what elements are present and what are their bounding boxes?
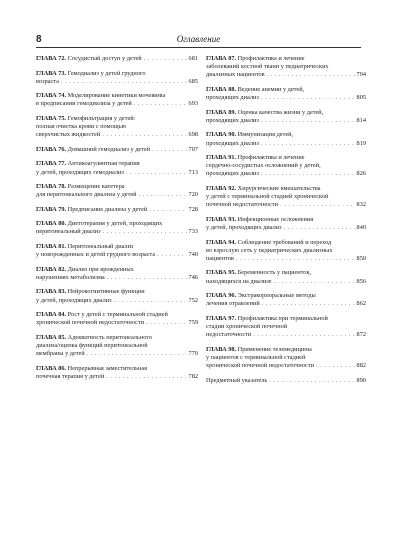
- toc-entry-title-end: [206, 331, 251, 339]
- page-ref: 720: [188, 191, 198, 199]
- page-ref: 693: [188, 100, 198, 108]
- chapter-number: ГЛАВА 90.: [206, 131, 237, 139]
- toc-entry-last-line: [36, 373, 198, 381]
- page-ref: 740: [188, 251, 198, 259]
- toc-entry-title-text: Предметный указатель: [206, 376, 268, 384]
- page-ref: 759: [188, 319, 198, 327]
- toc-entry-title-text: Ведение анемии у детей,: [237, 85, 305, 93]
- toc-entry-title-text: Рост у детей с терминальной стадией: [67, 311, 168, 319]
- toc-entry-title-end: [36, 228, 101, 236]
- chapter-number: ГЛАВА 95.: [206, 269, 237, 277]
- toc-entry-title-text: почечная терапия у детей: [36, 372, 105, 380]
- toc-entry[interactable]: [36, 220, 198, 236]
- toc-entry-last-line: [36, 206, 198, 214]
- toc-entry-title-end: [36, 251, 155, 259]
- chapter-number: ГЛАВА 74.: [36, 92, 67, 100]
- toc-entry-title-text: диализных пациентов: [206, 71, 265, 79]
- dot-leader: [261, 117, 355, 125]
- toc-entry-title-text: проходящих диализ: [206, 116, 259, 124]
- toc-entry-last-line: [206, 201, 366, 209]
- toc-entry-title-text: Непрерывная заместительная: [67, 364, 148, 372]
- toc-entry-title-line: [206, 193, 366, 201]
- toc-entry-last-line: [206, 255, 366, 263]
- toc-entry-last-line: [206, 362, 366, 370]
- chapter-number: ГЛАВА 75.: [36, 114, 67, 122]
- page-ref: 840: [356, 224, 366, 232]
- toc-entry-last-line: [206, 140, 366, 148]
- toc-entry-last-line: [36, 191, 198, 199]
- toc-entry-title-end: [36, 55, 142, 63]
- chapter-number: ГЛАВА 72.: [36, 55, 67, 62]
- dot-leader: [139, 191, 187, 199]
- toc-entry-title-line: [36, 365, 198, 373]
- toc-entry[interactable]: [36, 365, 198, 381]
- toc-entry-title-line: [36, 243, 198, 251]
- toc-entry-title-text: лечения отравлений: [206, 300, 260, 308]
- toc-entry-title-text: Иммунизация детей,: [237, 131, 294, 139]
- chapter-number: ГЛАВА 87.: [206, 55, 237, 62]
- toc-entry-title-text: у новорожденных и детей грудного возраста: [36, 251, 156, 259]
- toc-entry-title-text: во взрослую сеть у педиатрических диализных: [206, 246, 333, 254]
- toc-entry-title-text: Гемофильтрация у детей:: [67, 114, 136, 122]
- toc-entry-last-line: [206, 170, 366, 178]
- chapter-number: ГЛАВА 92.: [206, 184, 237, 192]
- toc-entry-title-text: Адекватность перитонеального: [67, 333, 152, 341]
- page-ref: 872: [356, 331, 366, 339]
- toc-entry-title-line: [206, 162, 366, 170]
- page-ref: 850: [356, 254, 366, 262]
- toc-entry-title-end: [206, 255, 234, 263]
- toc-entry-title-end: [206, 300, 260, 308]
- dot-leader: [114, 297, 187, 305]
- dot-leader: [103, 228, 187, 236]
- chapter-number: ГЛАВА 80.: [36, 220, 67, 228]
- dot-leader: [261, 94, 355, 102]
- chapter-number: ГЛАВА 79.: [36, 205, 67, 213]
- toc-entry-last-line: [206, 278, 366, 286]
- dot-leader: [87, 350, 187, 358]
- toc-entry-title-line: [206, 292, 366, 300]
- page-ref: 746: [188, 273, 198, 281]
- toc-entry-last-line: [36, 319, 198, 327]
- dot-leader: [261, 140, 355, 148]
- toc-entry-title-text: проходящих диализ: [206, 170, 259, 178]
- toc-entry-title-text: Нейрокогнитивные функции: [67, 288, 145, 296]
- toc-entry-title-text: для перитонеального диализа у детей: [36, 191, 137, 199]
- toc-entry-last-line: [206, 331, 366, 339]
- toc-entry-title-text: у детей, проходящих гемодиализ: [36, 168, 124, 176]
- page-ref: 681: [188, 55, 198, 62]
- toc-entry[interactable]: [36, 55, 198, 63]
- toc-entry[interactable]: [206, 239, 366, 264]
- toc-entry-title-line: [36, 220, 198, 228]
- toc-entry-title-text: сверхчистых жидкостей: [36, 131, 101, 139]
- page-ref: 707: [188, 145, 198, 153]
- toc-entry-title-line: [206, 346, 366, 354]
- page-ref: 733: [188, 228, 198, 236]
- toc-entry-title-text: нарушениях метаболизма: [36, 273, 105, 281]
- toc-entry-title-line: [206, 315, 366, 323]
- dot-leader: [280, 201, 354, 209]
- toc-entry-title-text: недостаточности: [206, 331, 252, 339]
- dot-leader: [284, 224, 355, 232]
- toc-entry-title-end: [206, 377, 267, 385]
- toc-entry-title-text: Моделирование кинетики мочевины: [67, 92, 166, 100]
- toc-entry[interactable]: [36, 70, 198, 86]
- toc-entry-last-line: [206, 117, 366, 125]
- chapter-number: ГЛАВА 86.: [36, 364, 67, 372]
- toc-entry-title-end: [206, 94, 259, 102]
- dot-leader: [106, 373, 186, 381]
- chapter-number: ГЛАВА 81.: [36, 242, 67, 250]
- toc-entry-title-text: хронической почечной недостаточности: [206, 362, 314, 370]
- toc-entry-title-text: Диализ при врожденных: [67, 265, 134, 273]
- running-title: Оглавление: [176, 34, 221, 44]
- toc-entry[interactable]: [36, 160, 198, 176]
- toc-entry-title-text: Перитонеальный диализ: [67, 242, 134, 250]
- toc-entry-title-text: почечной недостаточности: [206, 201, 279, 209]
- toc-entry-title-text: Инфекционные осложнения: [237, 215, 314, 223]
- dot-leader: [61, 78, 187, 86]
- page-ref: 805: [356, 94, 366, 102]
- toc-entry[interactable]: [206, 55, 366, 80]
- toc-entry-last-line: [206, 71, 366, 79]
- dot-leader: [262, 300, 355, 308]
- chapter-number: ГЛАВА 93.: [206, 215, 237, 223]
- toc-entry[interactable]: [36, 334, 198, 359]
- toc-entry-last-line: [36, 297, 198, 305]
- toc-entry-title-end: [36, 274, 105, 282]
- toc-entry-title-text: диализа/оценка функций перитонеальной: [36, 341, 148, 349]
- page-ref: 856: [356, 277, 366, 285]
- toc-entry-last-line: [36, 100, 198, 108]
- toc-entry[interactable]: [36, 115, 198, 140]
- toc-entry-last-line: [36, 131, 198, 139]
- toc-entry-title-line: [206, 63, 366, 71]
- toc-entry-title-line: [206, 216, 366, 224]
- dot-leader: [236, 255, 355, 263]
- toc-entry-last-line: [36, 55, 198, 63]
- toc-entry-title-text: Соблюдение требований и переход: [237, 238, 332, 246]
- toc-entry-title-text: Размещение катетера: [67, 183, 125, 191]
- toc-entry-title-text: заболеваний костной ткани у педиатрических: [206, 63, 329, 71]
- toc-entry[interactable]: [206, 216, 366, 232]
- toc-entry[interactable]: [36, 146, 198, 154]
- toc-entry-title-end: [36, 169, 124, 177]
- toc-entry-title-end: [36, 78, 59, 86]
- page-ref: 862: [356, 300, 366, 308]
- page-number: 8: [36, 34, 42, 45]
- toc-entry[interactable]: [206, 292, 366, 308]
- toc-entry[interactable]: [206, 185, 366, 210]
- toc-entry-title-text: Беременность у пациенток,: [237, 269, 312, 277]
- toc-entry-title-text: Гемодиализ у детей грудного: [67, 69, 146, 77]
- toc-entry-last-line: [36, 169, 198, 177]
- toc-entry-title-text: Предписание диализа у детей: [67, 205, 148, 213]
- dot-leader: [102, 131, 186, 139]
- toc-entry-title-text: возраста: [36, 77, 59, 85]
- chapter-number: ГЛАВА 84.: [36, 311, 67, 319]
- chapter-number: ГЛАВА 83.: [36, 288, 67, 296]
- toc-entry-last-line: [36, 78, 198, 86]
- toc-entry-title-text: у детей, проходящих диализ: [206, 224, 282, 232]
- toc-entry[interactable]: [36, 92, 198, 108]
- toc-entry-title-text: проходящих диализ: [206, 139, 259, 147]
- toc-entry-title-text: Экстракорпоральные методы: [237, 292, 316, 300]
- page-ref: 832: [356, 201, 366, 209]
- dot-leader: [253, 331, 354, 339]
- toc-entry-title-text: Профилактика и лечение: [237, 154, 305, 162]
- toc-entry-title-line: [36, 183, 198, 191]
- toc-entry-title-end: [36, 100, 132, 108]
- chapter-number: ГЛАВА 73.: [36, 69, 67, 77]
- chapter-number: ГЛАВА 77.: [36, 160, 67, 168]
- chapter-number: ГЛАВА 91.: [206, 154, 237, 162]
- toc-entry-title-text: находящихся на диализе: [206, 277, 272, 285]
- toc-entry-last-line: [36, 274, 198, 282]
- page-ref: 814: [356, 116, 366, 124]
- toc-entry-title-text: хронической почечной недостаточности: [36, 319, 144, 327]
- toc-entry-title-line: [36, 115, 198, 123]
- toc-entry-title-text: Оценка качества жизни у детей,: [237, 108, 324, 116]
- toc-entry-title-text: Хирургические вмешательства: [237, 184, 321, 192]
- page-ref: 685: [188, 77, 198, 85]
- page-ref: 782: [188, 372, 198, 380]
- chapter-number: ГЛАВА 85.: [36, 333, 67, 341]
- chapter-number: ГЛАВА 88.: [206, 85, 237, 93]
- toc-entry[interactable]: [36, 288, 198, 304]
- toc-entry-title-end: [206, 71, 265, 79]
- dot-leader: [261, 170, 355, 178]
- toc-entry-title-text: в предписании гемодиализа у детей: [36, 100, 132, 108]
- toc-entry-title-line: [206, 86, 366, 94]
- dot-leader: [157, 251, 186, 259]
- toc-entry-title-end: [36, 191, 137, 199]
- page-ref: 819: [356, 139, 366, 147]
- toc-entry-title-text: мембраны у детей: [36, 350, 85, 358]
- toc-entry-title-text: Домашний гемодиализ у детей: [67, 145, 151, 153]
- toc-entry-title-text: Профилактика при терминальной: [237, 314, 328, 322]
- toc-entry-title-end: [36, 146, 150, 154]
- page-ref: 770: [188, 350, 198, 358]
- toc-entry-title-end: [206, 362, 314, 370]
- page-ref: 794: [356, 71, 366, 79]
- toc-entry-title-line: [206, 131, 366, 139]
- toc-entry-title-line: [206, 109, 366, 117]
- toc-entry-title-end: [36, 373, 104, 381]
- toc-entry-title-line: [206, 354, 366, 362]
- toc-entry-title-text: у детей с терминальной стадией хронической: [206, 193, 329, 201]
- toc-entry-title-end: [206, 117, 259, 125]
- toc-entry-title-end: [206, 201, 278, 209]
- dot-leader: [152, 146, 186, 154]
- toc-entry-title-line: [206, 239, 366, 247]
- dot-leader: [134, 100, 187, 108]
- toc-entry-last-line: [206, 300, 366, 308]
- toc-entry-title-line: [206, 269, 366, 277]
- page-ref: 698: [188, 131, 198, 139]
- toc-entry[interactable]: [206, 131, 366, 147]
- toc-entry[interactable]: [206, 86, 366, 102]
- toc-entry-title-end: [206, 140, 259, 148]
- dot-leader: [316, 362, 355, 370]
- toc-entry[interactable]: [36, 206, 198, 214]
- chapter-number: ГЛАВА 82.: [36, 265, 67, 273]
- chapter-number: ГЛАВА 78.: [36, 183, 67, 191]
- toc-entry-title-text: Сосудистый доступ у детей: [67, 55, 142, 62]
- toc-entry-last-line: [36, 146, 198, 154]
- toc-entry-title-line: [36, 288, 198, 296]
- page-ref: 882: [356, 362, 366, 370]
- toc-entry-title-text: Диетотерапия у детей, проходящих: [67, 220, 163, 228]
- toc-entry-title-line: [206, 55, 366, 63]
- toc-entry-title-line: [36, 266, 198, 274]
- chapter-number: ГЛАВА 98.: [206, 345, 237, 353]
- toc-column-right: [206, 55, 366, 391]
- dot-leader: [269, 377, 354, 385]
- toc-entry-title-line: [36, 311, 198, 319]
- toc-entry-title-text: у детей, проходящих диализ: [36, 296, 112, 304]
- dot-leader: [144, 55, 187, 63]
- toc-entry-title-end: [36, 297, 112, 305]
- toc-entry-title-line: [36, 70, 198, 78]
- page-ref: 728: [188, 205, 198, 213]
- toc-entry-title-line: [206, 154, 366, 162]
- toc-entry[interactable]: [206, 346, 366, 371]
- toc-entry-title-line: [206, 323, 366, 331]
- toc-entry-title-text: у пациентов с терминальной стадией: [206, 353, 306, 361]
- toc-entry-title-text: Антикоагулянтная терапия: [67, 160, 140, 168]
- toc-entry-title-end: [36, 319, 144, 327]
- toc-entry-title-line: [36, 334, 198, 342]
- chapter-number: ГЛАВА 76.: [36, 145, 67, 153]
- toc-entry[interactable]: [206, 154, 366, 179]
- toc-entry-title-end: [206, 224, 282, 232]
- chapter-number: ГЛАВА 96.: [206, 292, 237, 300]
- toc-entry[interactable]: [206, 377, 366, 385]
- toc-entry-last-line: [206, 377, 366, 385]
- dot-leader: [107, 274, 187, 282]
- toc-entry-title-line: [36, 342, 198, 350]
- dot-leader: [126, 169, 187, 177]
- toc-entry[interactable]: [36, 243, 198, 259]
- toc-entry-title-text: пациентов: [206, 254, 234, 262]
- toc-entry[interactable]: [36, 311, 198, 327]
- page-ref: 826: [356, 170, 366, 178]
- toc-entry-last-line: [36, 228, 198, 236]
- toc-entry-title-end: [36, 131, 100, 139]
- toc-entry-title-text: проходящих диализ: [206, 94, 259, 102]
- toc-entry-title-text: стадии хронической почечной: [206, 323, 288, 331]
- toc-entry-title-text: полная очистка крови с помощью: [36, 123, 127, 131]
- toc-entry[interactable]: [206, 315, 366, 340]
- toc-entry-title-end: [206, 170, 259, 178]
- page-ref: 890: [356, 376, 366, 384]
- toc-entry-title-line: [36, 92, 198, 100]
- toc-entry-title-line: [36, 123, 198, 131]
- toc-entry-title-line: [36, 160, 198, 168]
- dot-leader: [149, 206, 186, 214]
- toc-entry-title-end: [36, 206, 147, 214]
- toc-entry-title-line: [206, 185, 366, 193]
- dot-leader: [146, 319, 187, 327]
- toc-entry-last-line: [36, 251, 198, 259]
- toc-entry-last-line: [206, 224, 366, 232]
- toc-entry-title-text: Применение телемедицины: [237, 345, 312, 353]
- chapter-number: ГЛАВА 94.: [206, 238, 237, 246]
- toc-entry-last-line: [36, 350, 198, 358]
- running-header: [36, 34, 361, 48]
- toc-column-left: [36, 55, 198, 387]
- toc-entry-title-text: Профилактика и лечение: [237, 55, 305, 62]
- dot-leader: [267, 71, 355, 79]
- chapter-number: ГЛАВА 89.: [206, 108, 237, 116]
- toc-entry-title-end: [36, 350, 85, 358]
- toc-entry-last-line: [206, 94, 366, 102]
- page-ref: 713: [188, 168, 198, 176]
- toc-entry-title-line: [206, 247, 366, 255]
- toc-entry-title-end: [206, 278, 272, 286]
- chapter-number: ГЛАВА 97.: [206, 314, 237, 322]
- toc-entry[interactable]: [206, 269, 366, 285]
- toc-entry[interactable]: [36, 183, 198, 199]
- toc-entry-title-text: сердечно-сосудистых осложнений у детей,: [206, 162, 321, 170]
- page-ref: 752: [188, 296, 198, 304]
- toc-entry-title-text: перитонеальный диализ: [36, 228, 101, 236]
- dot-leader: [274, 278, 355, 286]
- toc-entry[interactable]: [206, 109, 366, 125]
- toc-entry[interactable]: [36, 266, 198, 282]
